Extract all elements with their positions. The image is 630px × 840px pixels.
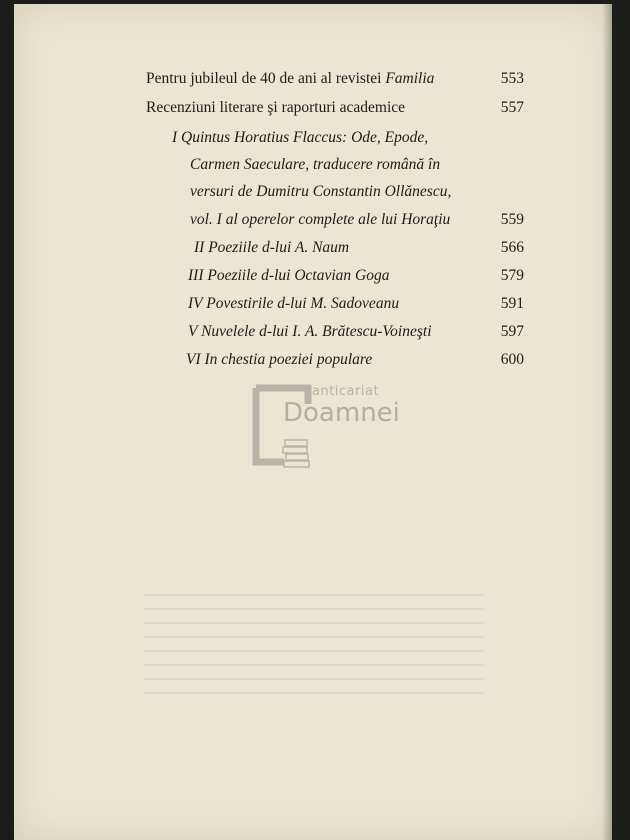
- book-page: [14, 4, 612, 840]
- toc-subentry-line: vol. I al operelor complete ale lui Horaţiu: [190, 211, 451, 228]
- toc-subentry: II Poeziile d-lui A. Naum: [194, 239, 350, 256]
- toc-entry-title: Familia: [385, 70, 435, 87]
- toc-page-number: 600: [500, 351, 524, 368]
- toc-subentry: III Poeziile d-lui Octavian Goga: [188, 267, 390, 284]
- watermark-small-text: anticariat: [312, 384, 380, 399]
- books-icon: [282, 436, 312, 470]
- toc-page-number: 591: [500, 295, 524, 312]
- toc-page-number: 557: [500, 99, 524, 116]
- toc-page-number: 553: [500, 70, 524, 87]
- toc-subentry: IV Povestirile d-lui M. Sadoveanu: [188, 295, 400, 312]
- toc-subentry-line: I Quintus Horatius Flaccus: Ode, Epode,: [172, 129, 429, 146]
- show-through-text: [144, 594, 484, 704]
- watermark-big-text: Doamnei: [283, 398, 400, 428]
- toc-subentry-line: versuri de Dumitru Constantin Ollănescu,: [190, 183, 452, 200]
- toc-subentry: V Nuvelele d-lui I. A. Brătescu-Voineşti: [188, 323, 432, 340]
- toc-entry: [146, 70, 434, 88]
- toc-page-number: 559: [500, 211, 524, 228]
- toc-entry: Recenziuni literare şi raporturi academice: [146, 99, 406, 116]
- toc-subentry: VI In chestia poeziei populare: [186, 351, 373, 368]
- toc-page-number: 566: [500, 239, 524, 256]
- toc-subentry-line: Carmen Saeculare, traducere română în: [190, 156, 441, 173]
- toc-page-number: 579: [500, 267, 524, 284]
- watermark-logo: [250, 382, 410, 472]
- toc-page-number: 597: [500, 323, 524, 340]
- toc-entry-text: Pentru jubileul de 40 de ani al revistei: [146, 70, 386, 87]
